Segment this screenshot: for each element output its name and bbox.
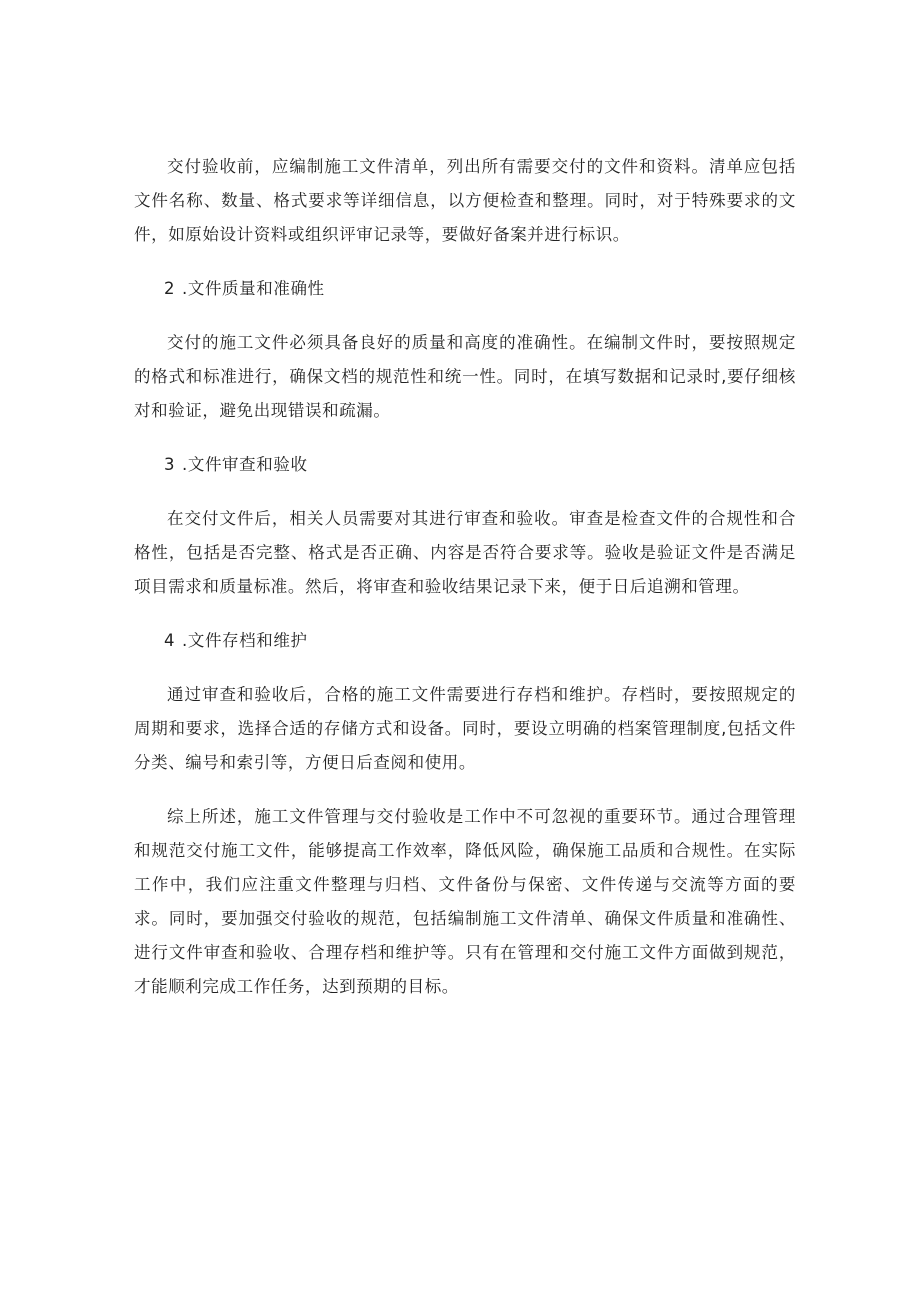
- section-title: .文件审查和验收: [182, 455, 308, 474]
- section-number: 3: [164, 455, 176, 474]
- document-body: [134, 150, 796, 1004]
- section-number: 4: [164, 631, 176, 650]
- section-heading-archive: [134, 624, 796, 658]
- paragraph-delivery-checklist: 交付验收前，应编制施工文件清单，列出所有需要交付的文件和资料。清单应包括文件名称、数量、格式要求等详细信息，以方便检查和整理。同时，对于特殊要求的文件，如原始设计资料或组织评审记录等，要做好备案并进行标识。: [134, 157, 796, 244]
- section-title: .文件存档和维护: [182, 631, 308, 650]
- section-heading-quality: [134, 272, 796, 306]
- paragraph-review: 在交付文件后，相关人员需要对其进行审查和验收。审查是检查文件的合规性和合格性，包括是否完整、格式是否正确、内容是否符合要求等。验收是验证文件是否满足项目需求和质量标准。然后，将审查和验收结果记录下来，便于日后追溯和管理。: [134, 509, 796, 596]
- paragraph-archive: 通过审查和验收后，合格的施工文件需要进行存档和维护。存档时，要按照规定的周期和要求，选择合适的存储方式和设备。同时，要设立明确的档案管理制度,包括文件分类、编号和索引等，方便日后查阅和使用。: [134, 685, 796, 772]
- paragraph-quality: 交付的施工文件必须具备良好的质量和高度的准确性。在编制文件时，要按照规定的格式和标准进行，确保文档的规范性和统一性。同时，在填写数据和记录时,要仔细核对和验证，避免出现错误和疏漏。: [134, 333, 796, 420]
- section-number: 2: [164, 279, 176, 298]
- section-heading-review: [134, 448, 796, 482]
- paragraph-summary: 综上所述，施工文件管理与交付验收是工作中不可忽视的重要环节。通过合理管理和规范交付施工文件，能够提高工作效率，降低风险，确保施工品质和合规性。在实际工作中，我们应注重文件整理与归档、文件备份与保密、文件传递与交流等方面的要求。同时，要加强交付验收的规范，包括编制施工文件清单、确保文件质量和准确性、进行文件审查和验收、合理存档和维护等。只有在管理和交付施工文件方面做到规范，才能顺利完成工作任务，达到预期的目标。: [134, 807, 796, 996]
- section-title: .文件质量和准确性: [182, 279, 325, 298]
